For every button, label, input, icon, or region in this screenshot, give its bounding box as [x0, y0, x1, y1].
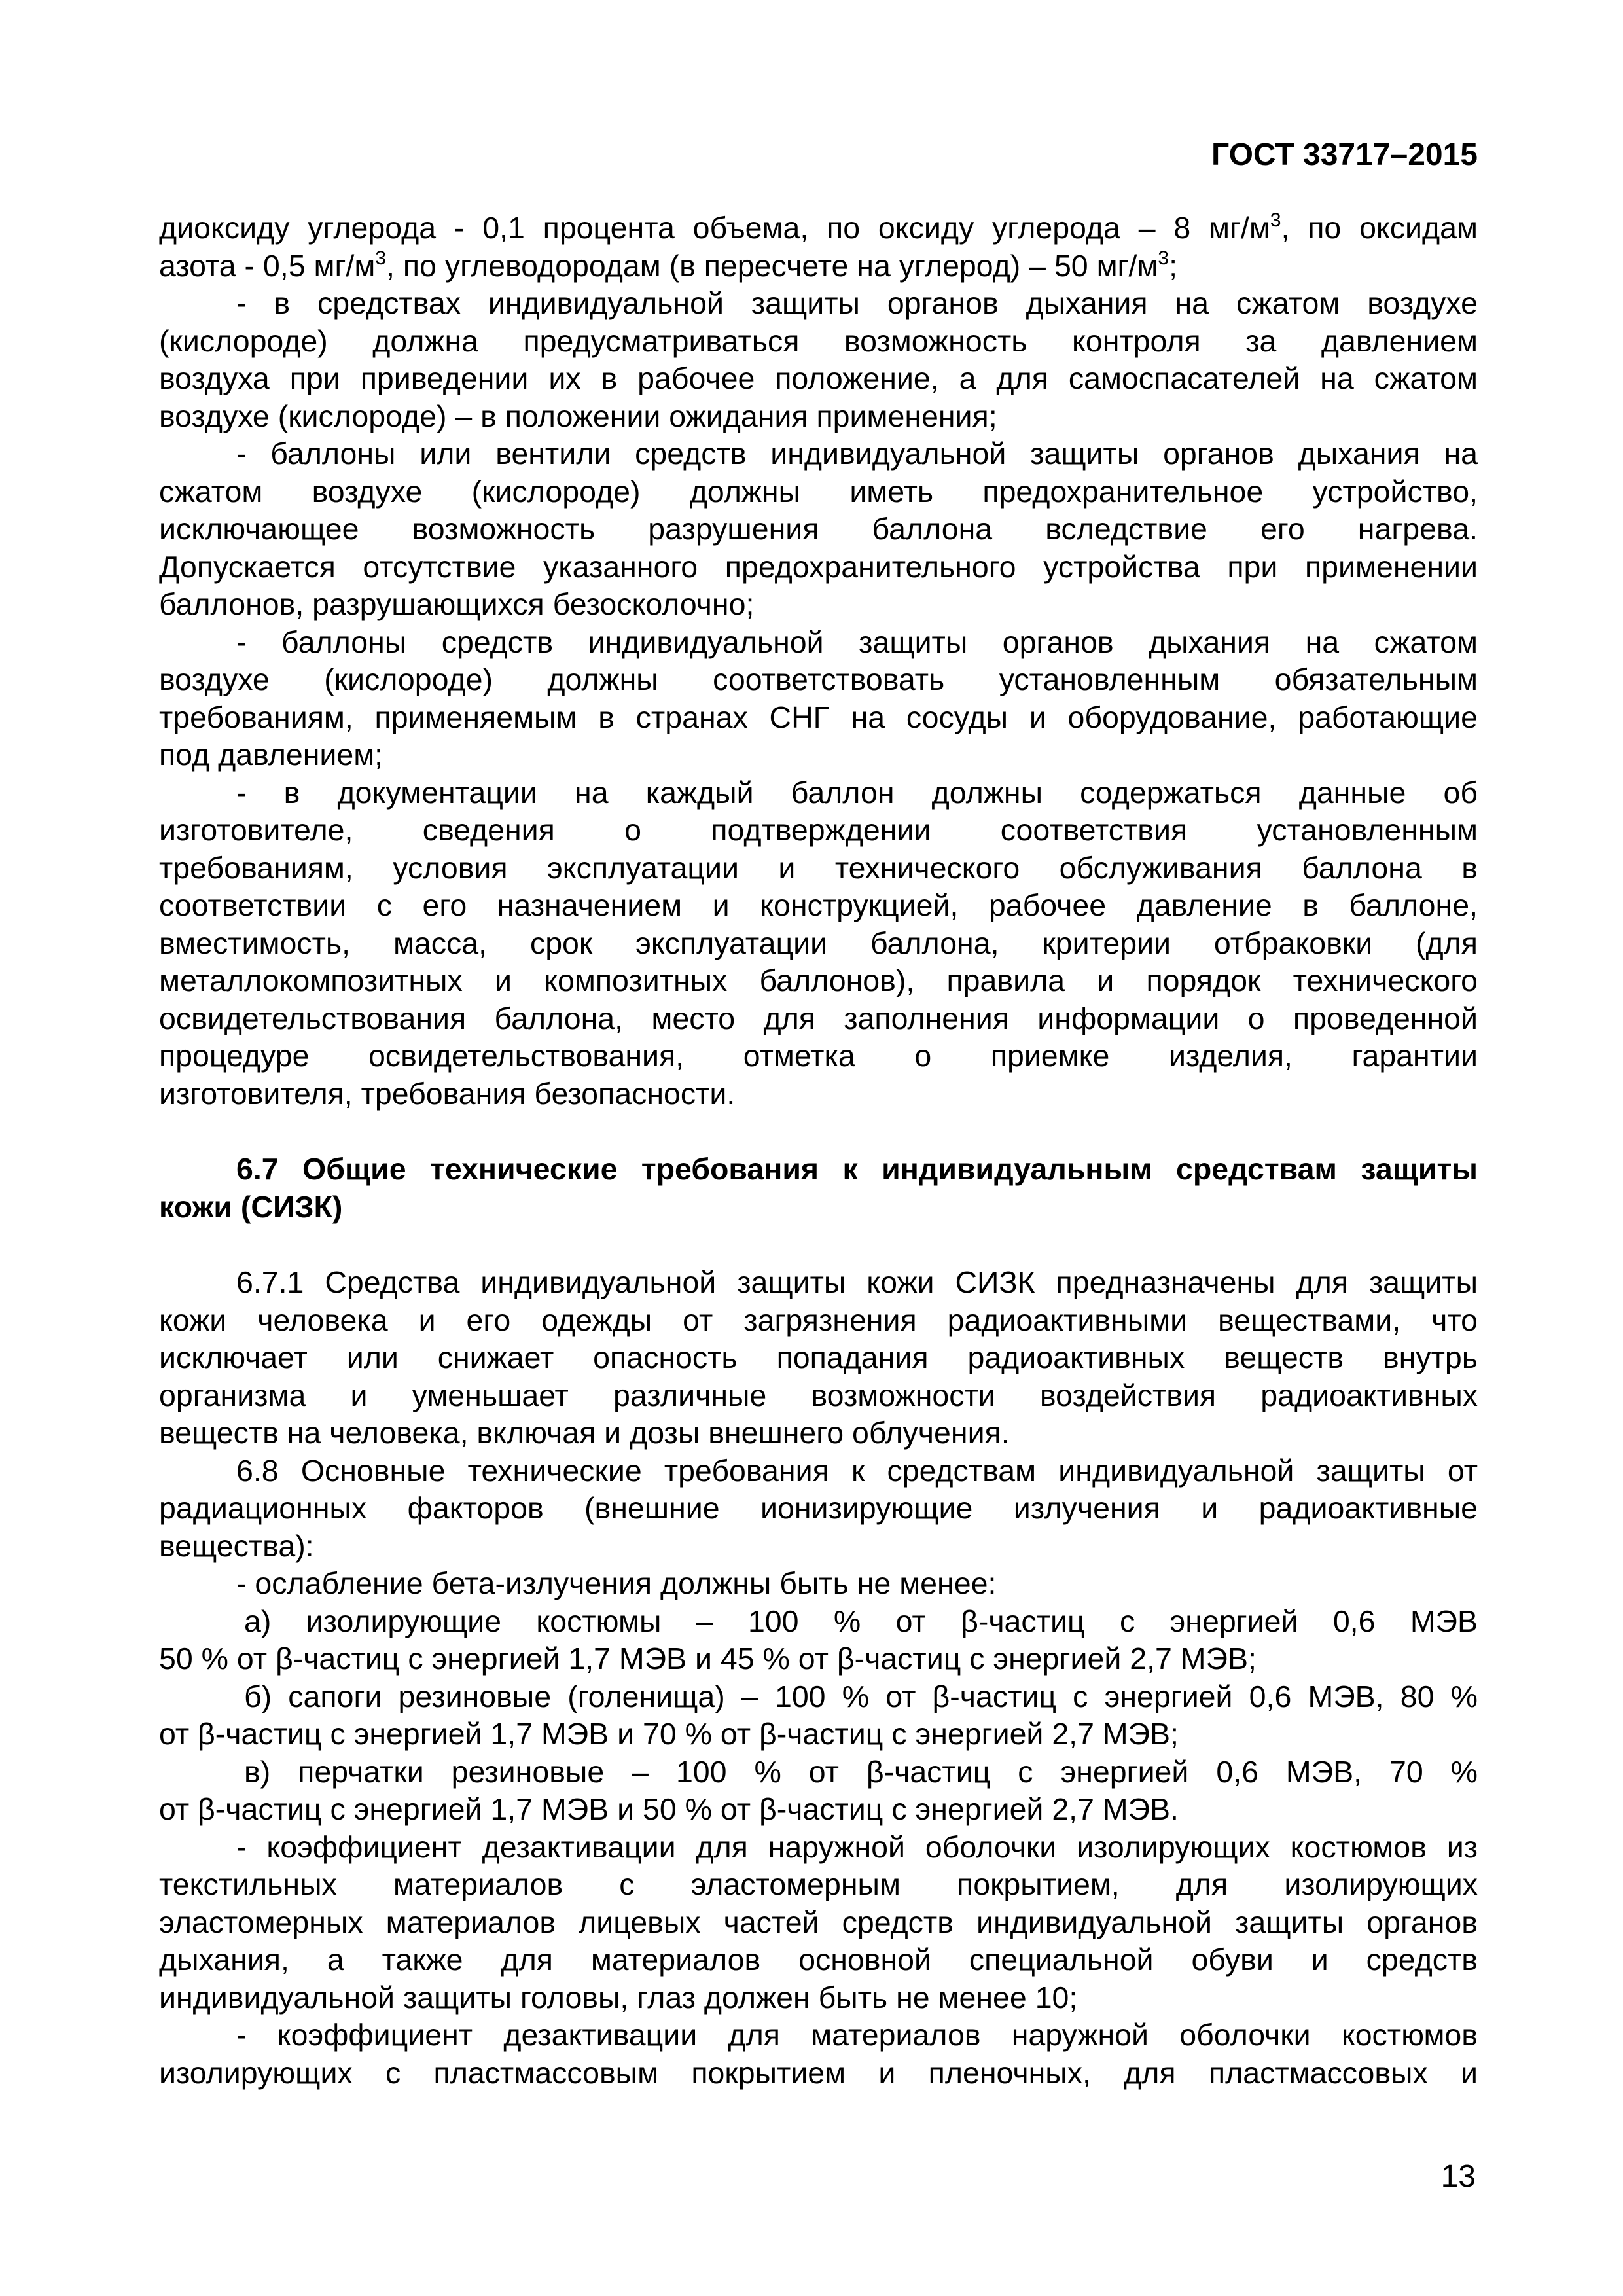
text-line: изготовителя, требования безопасности. — [159, 1076, 736, 1111]
page-number: 13 — [1440, 2159, 1476, 2194]
paragraph-decontamination-coefficient-plastic — [159, 2017, 1478, 2092]
list-item-a — [159, 1603, 1478, 1678]
text-line: (кислороде) должна предусматриваться возможность контроля за давлением — [159, 323, 1478, 358]
text-line: - баллоны средств индивидуальной защиты органов дыхания на сжатом — [236, 624, 1478, 659]
paragraph-cylinder-documentation — [159, 774, 1478, 1113]
paragraph-cylinder-safety — [159, 435, 1478, 624]
text-line: от β-частиц с энергией 1,7 МЭВ и 50 % от β-частиц с энергией 2,7 МЭВ. — [159, 1792, 1179, 1826]
text-line: - коэффициент дезактивации для наружной оболочки изолирующих костюмов из — [236, 1829, 1478, 1864]
section-heading-6-7 — [159, 1151, 1478, 1226]
heading-line: кожи (СИЗК) — [159, 1189, 343, 1224]
text-line: изготовителе, сведения о подтверждении соответствия установленным — [159, 813, 1478, 847]
text-line: исключает или снижает опасность попадания радиоактивных веществ внутрь — [159, 1340, 1478, 1374]
text-line: требованиям, применяемым в странах СНГ на сосуды и оборудование, работающие — [159, 700, 1478, 734]
paragraph-pressure-control — [159, 285, 1478, 435]
document-header: ГОСТ 33717–2015 — [1211, 137, 1478, 172]
paragraph-6-8 — [159, 1452, 1478, 1566]
text-line: под давлением; — [159, 738, 383, 772]
text-line: от β-частиц с энергией 1,7 МЭВ и 70 % от β-частиц с энергией 2,7 МЭВ; — [159, 1717, 1179, 1751]
text-line: кожи человека и его одежды от загрязнения радиоактивными веществами, что — [159, 1302, 1478, 1337]
text-line: воздухе (кислороде) должны соответствовать установленным обязательным — [159, 662, 1478, 696]
text-line: 6.7.1 Средства индивидуальной защиты кожи СИЗК предназначены для защиты — [236, 1265, 1478, 1299]
text-line: диоксиду углерода - 0,1 процента объема, по оксиду углерода – 8 $мг/м^3$, по оксидам — [159, 209, 1478, 245]
text-line: 50 % от β-частиц с энергией 1,7 МЭВ и 45 % от β-частиц с энергией 2,7 МЭВ; — [159, 1641, 1257, 1676]
text-line: в) перчатки резиновые – 100 % от β-частиц с энергией 0,6 МЭВ, 70 % — [244, 1754, 1478, 1789]
text-line: освидетельствования баллона, место для заполнения информации о проведенной — [159, 1001, 1478, 1035]
text-line: а) изолирующие костюмы – 100 % от β-частиц с энергией 0,6 МЭВ — [244, 1604, 1478, 1638]
body-text — [159, 209, 1478, 2092]
text-line: воздуха при приведении их в рабочее положение, а для самоспасателей на сжатом — [159, 361, 1478, 395]
text-line: изолирующих с пластмассовым покрытием и пленочных, для пластмассовых и — [159, 2055, 1478, 2090]
text-line: вещества): — [159, 1528, 314, 1563]
text-line: - в документации на каждый баллон должны содержаться данные об — [236, 775, 1478, 810]
list-item-b — [159, 1678, 1478, 1753]
text-line: - коэффициент дезактивации для материалов наружной оболочки костюмов — [236, 2018, 1478, 2052]
text-line: металлокомпозитных и композитных баллонов), правила и порядок технического — [159, 963, 1478, 997]
paragraph-cylinder-requirements — [159, 624, 1478, 774]
text-line: - баллоны или вентили средств индивидуальной защиты органов дыхания на — [236, 437, 1478, 471]
spacer — [159, 1113, 1478, 1151]
text-line: требованиям, условия эксплуатации и технического обслуживания баллона в — [159, 850, 1478, 885]
text-line: процедуре освидетельствования, отметка о приемке изделия, гарантии — [159, 1039, 1478, 1073]
text-line: Допускается отсутствие указанного предохранительного устройства при применении — [159, 549, 1478, 584]
text-line: текстильных материалов с эластомерным покрытием, для изолирующих — [159, 1867, 1478, 1901]
text-line: дыхания, а также для материалов основной специальной обуви и средств — [159, 1943, 1478, 1977]
list-item-c — [159, 1753, 1478, 1829]
spacer — [159, 1226, 1478, 1264]
heading-line: 6.7 Общие технические требования к индивидуальным средствам защиты — [236, 1152, 1478, 1186]
text-line: воздухе (кислороде) – в положении ожидания применения; — [159, 399, 997, 433]
text-line: радиационных факторов (внешние ионизирующие излучения и радиоактивные — [159, 1491, 1478, 1525]
text-line: вместимость, масса, срок эксплуатации баллона, критерии отбраковки (для — [159, 925, 1478, 960]
text-line: исключающее возможность разрушения баллона вследствие его нагрева. — [159, 512, 1478, 546]
text-line: индивидуальной защиты головы, глаз должен быть не менее 10; — [159, 1980, 1078, 2015]
paragraph-6-7-1 — [159, 1264, 1478, 1452]
text-line: 6.8 Основные технические требования к средствам индивидуальной защиты от — [236, 1453, 1478, 1488]
paragraph-emission-limits — [159, 209, 1478, 285]
text-line: сжатом воздухе (кислороде) должны иметь предохранительное устройство, — [159, 474, 1478, 509]
text-line: азота - 0,5 $мг/м^3$, по углеводородам (в пересчете на углерод) – 50 $мг/м^3$; — [159, 247, 1178, 283]
text-line: баллонов, разрушающихся безосколочно; — [159, 587, 755, 621]
text-line: - ослабление бета-излучения должны быть не менее: — [236, 1566, 997, 1600]
paragraph-decontamination-coefficient — [159, 1829, 1478, 2017]
text-line: веществ на человека, включая и дозы внешнего облучения. — [159, 1416, 1010, 1450]
text-line: б) сапоги резиновые (голенища) – 100 % от β-частиц с энергией 0,6 МЭВ, 80 % — [244, 1679, 1478, 1713]
text-line: соответствии с его назначением и конструкцией, рабочее давление в баллоне, — [159, 888, 1478, 922]
text-line: - в средствах индивидуальной защиты органов дыхания на сжатом воздухе — [236, 286, 1478, 320]
text-line: организма и уменьшает различные возможности воздействия радиоактивных — [159, 1378, 1478, 1412]
text-line: эластомерных материалов лицевых частей средств индивидуальной защиты органов — [159, 1905, 1478, 1939]
paragraph-beta-attenuation — [159, 1565, 1478, 1603]
